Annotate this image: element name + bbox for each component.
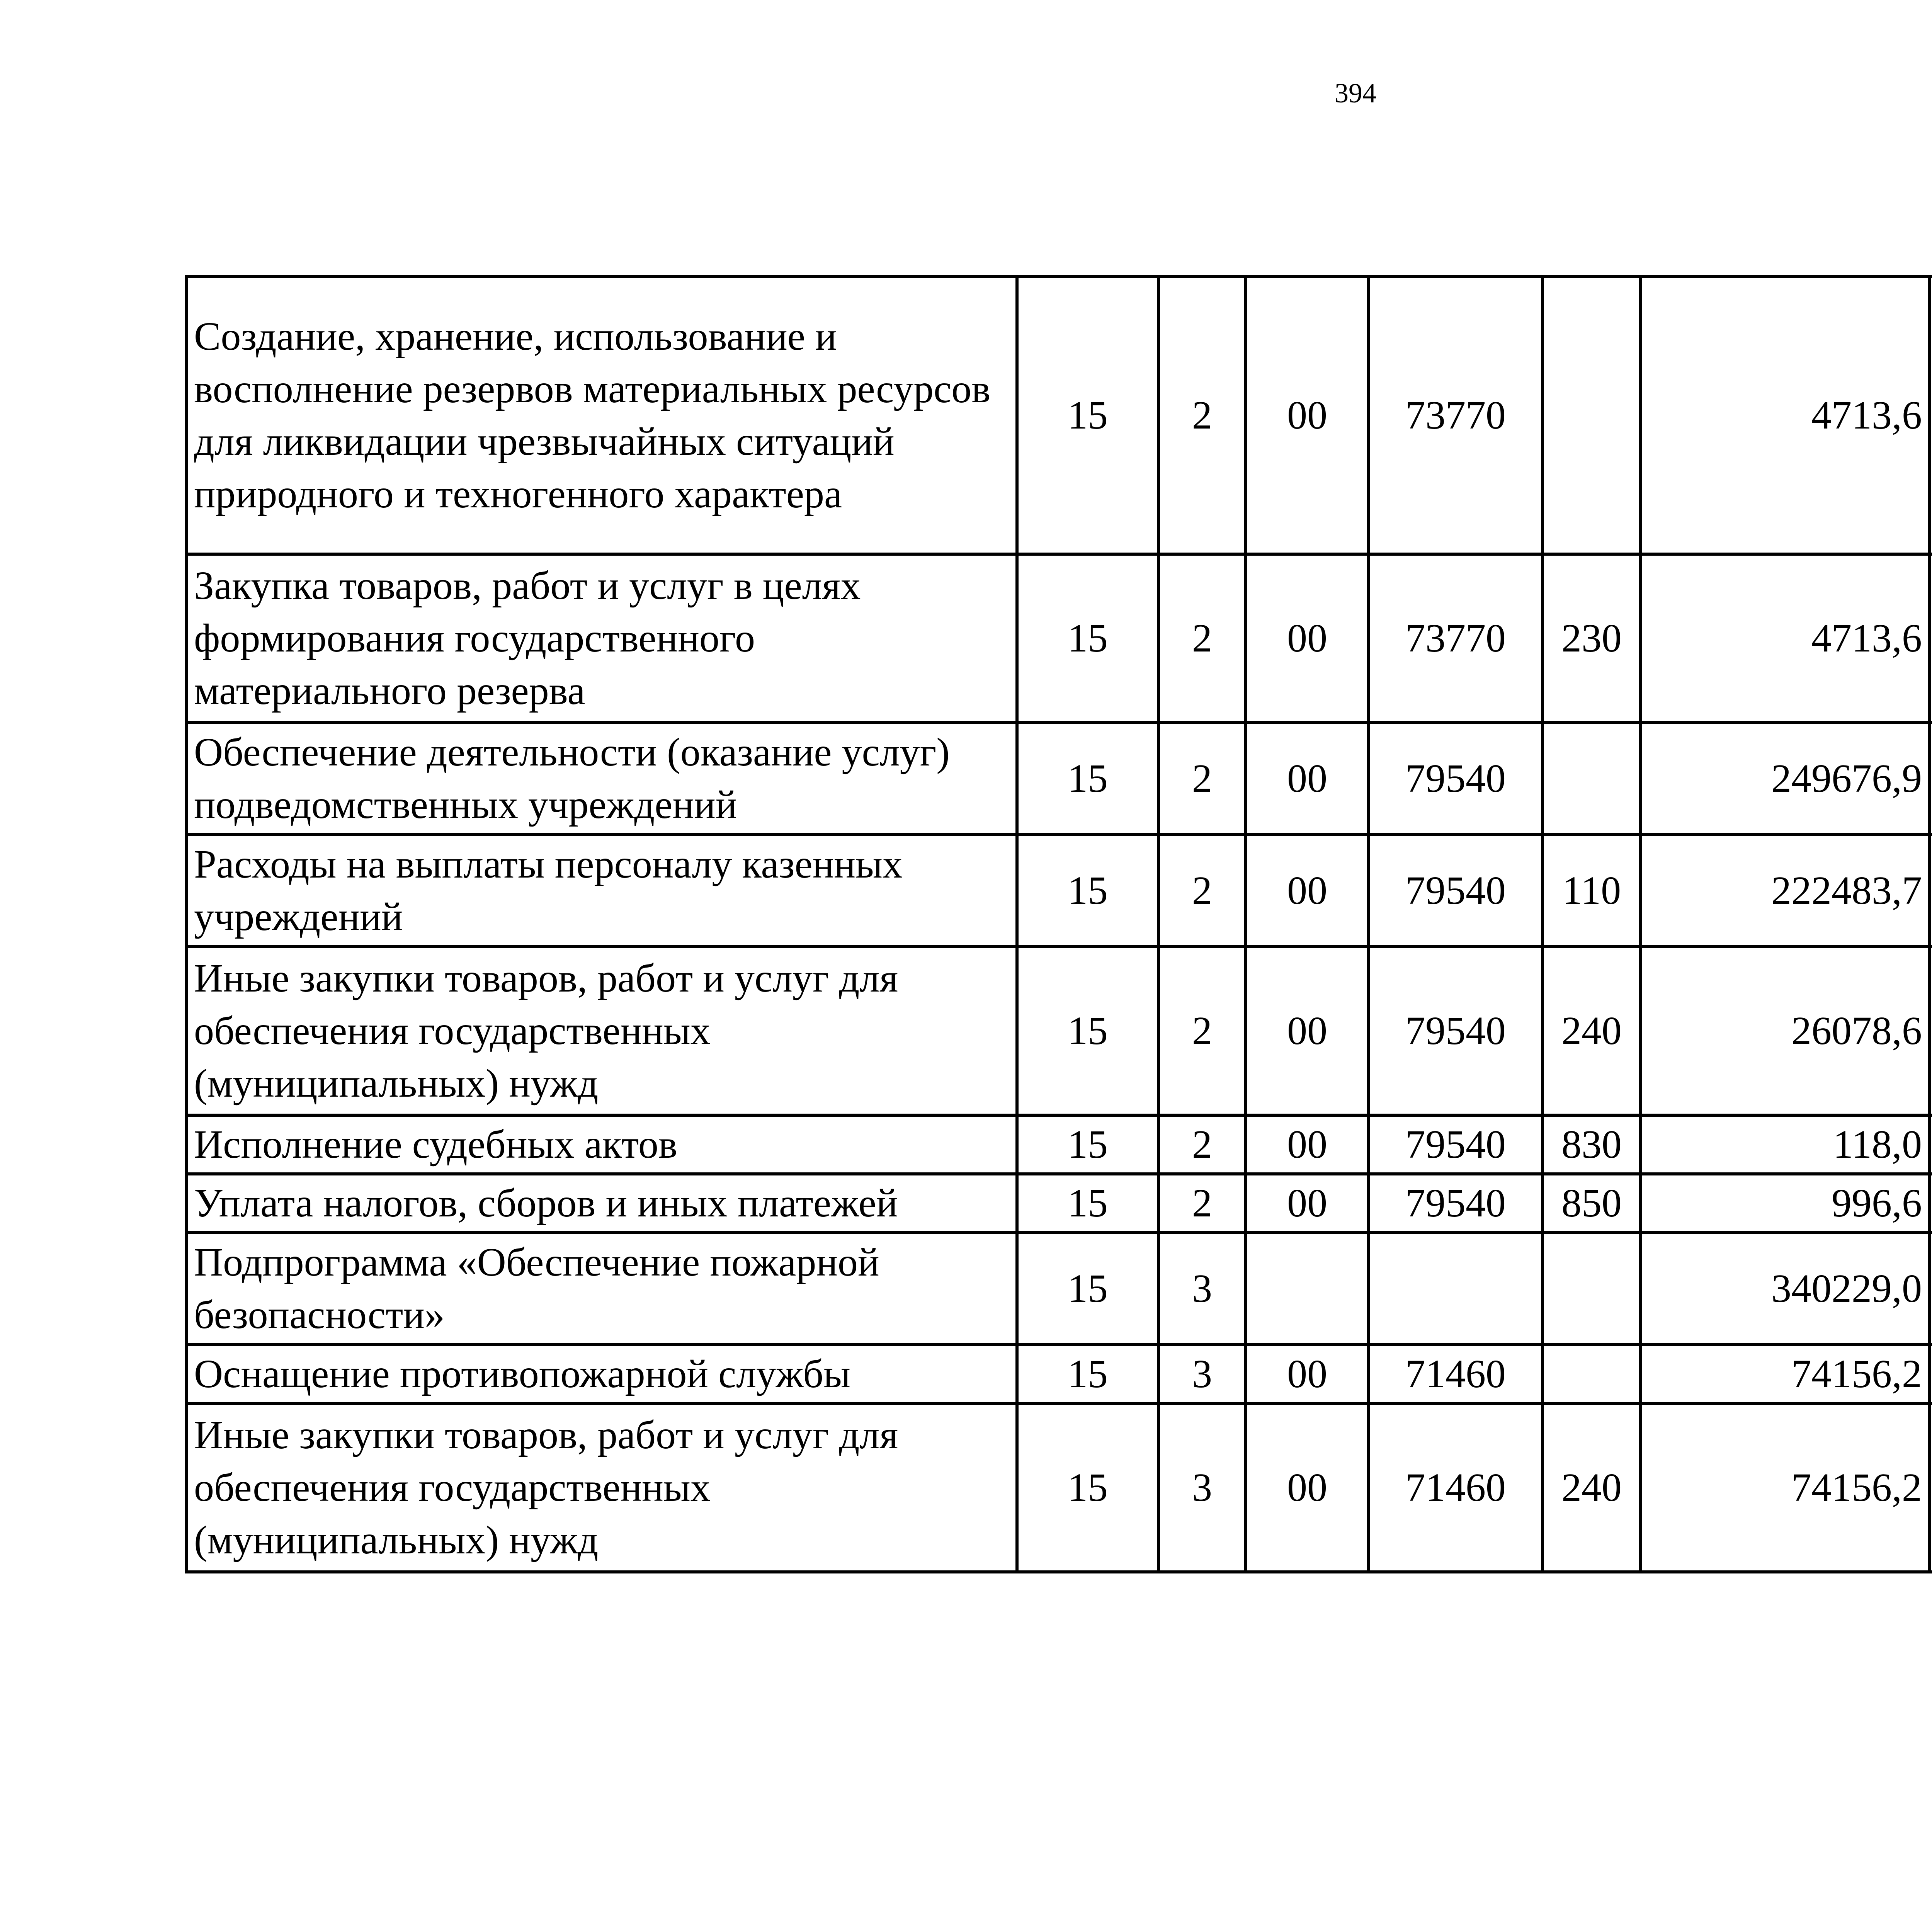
row-code-1: 15 (1017, 554, 1158, 723)
row-code-2: 3 (1158, 1233, 1246, 1345)
row-code-2: 2 (1158, 554, 1246, 723)
row-name: Уплата налогов, сборов и иных платежей (186, 1174, 1017, 1233)
row-code-1: 15 (1017, 1115, 1158, 1174)
row-code-4: 73770 (1369, 554, 1543, 723)
row-code-1: 15 (1017, 835, 1158, 947)
row-code-5 (1543, 1345, 1641, 1403)
row-code-3: 00 (1246, 1403, 1369, 1572)
row-code-4: 79540 (1369, 835, 1543, 947)
row-code-1: 15 (1017, 947, 1158, 1115)
row-code-2: 2 (1158, 835, 1246, 947)
row-code-3: 00 (1246, 1174, 1369, 1233)
table-row (186, 835, 1932, 947)
row-code-3: 00 (1246, 1115, 1369, 1174)
row-code-1: 15 (1017, 1403, 1158, 1572)
row-code-5: 110 (1543, 835, 1641, 947)
row-code-5 (1543, 723, 1641, 835)
row-code-5: 830 (1543, 1115, 1641, 1174)
row-name: Закупка товаров, работ и услуг в целях формирования государственного материального резерва (186, 554, 1017, 723)
row-code-5: 230 (1543, 554, 1641, 723)
row-code-4: 73770 (1369, 277, 1543, 554)
row-value-1: 249676,9 (1641, 723, 1930, 835)
table-row (186, 1174, 1932, 1233)
row-code-3: 00 (1246, 1345, 1369, 1403)
row-name: Иные закупки товаров, работ и услуг для обеспечения государственных (муниципальных) нужд (186, 947, 1017, 1115)
row-code-3 (1246, 1233, 1369, 1345)
row-code-4: 79540 (1369, 723, 1543, 835)
row-code-4 (1369, 1233, 1543, 1345)
row-value-2 (1930, 835, 1932, 947)
row-name: Исполнение судебных актов (186, 1115, 1017, 1174)
row-value-1: 996,6 (1641, 1174, 1930, 1233)
row-code-2: 2 (1158, 947, 1246, 1115)
table-row (186, 554, 1932, 723)
row-value-2 (1930, 277, 1932, 554)
row-code-2: 2 (1158, 1115, 1246, 1174)
row-code-5: 240 (1543, 1403, 1641, 1572)
row-value-1: 340229,0 (1641, 1233, 1930, 1345)
table-row (186, 1233, 1932, 1345)
row-name: Создание, хранение, использование и восполнение резервов материальных ресурсов для ликвидации чрезвычайных ситуаций природного и техногенного характера (186, 277, 1017, 554)
row-code-3: 00 (1246, 277, 1369, 554)
row-code-2: 2 (1158, 277, 1246, 554)
row-value-1: 4713,6 (1641, 277, 1930, 554)
row-value-2 (1930, 1233, 1932, 1345)
row-value-2 (1930, 1345, 1932, 1403)
table-row (186, 1345, 1932, 1403)
row-code-5: 240 (1543, 947, 1641, 1115)
row-value-2 (1930, 1115, 1932, 1174)
row-value-1: 118,0 (1641, 1115, 1930, 1174)
row-code-3: 00 (1246, 947, 1369, 1115)
row-value-2 (1930, 554, 1932, 723)
row-code-5 (1543, 277, 1641, 554)
table-row (186, 1403, 1932, 1572)
row-code-3: 00 (1246, 723, 1369, 835)
row-code-3: 00 (1246, 835, 1369, 947)
row-value-1: 222483,7 (1641, 835, 1930, 947)
table-row (186, 277, 1932, 554)
row-code-4: 79540 (1369, 1174, 1543, 1233)
row-value-2 (1930, 947, 1932, 1115)
table-row (186, 1115, 1932, 1174)
row-code-5 (1543, 1233, 1641, 1345)
row-value-1: 4713,6 (1641, 554, 1930, 723)
budget-table (185, 275, 1932, 1573)
row-code-2: 2 (1158, 723, 1246, 835)
row-value-1: 74156,2 (1641, 1345, 1930, 1403)
row-value-2 (1930, 1174, 1932, 1233)
row-value-1: 74156,2 (1641, 1403, 1930, 1572)
table-row (186, 723, 1932, 835)
row-code-1: 15 (1017, 1233, 1158, 1345)
row-code-4: 71460 (1369, 1403, 1543, 1572)
row-code-2: 2 (1158, 1174, 1246, 1233)
row-code-2: 3 (1158, 1345, 1246, 1403)
row-code-4: 71460 (1369, 1345, 1543, 1403)
row-code-4: 79540 (1369, 947, 1543, 1115)
row-name: Оснащение противопожарной службы (186, 1345, 1017, 1403)
row-value-2 (1930, 1403, 1932, 1572)
page-number: 394 (1335, 78, 1376, 109)
row-code-1: 15 (1017, 723, 1158, 835)
row-name: Подпрограмма «Обеспечение пожарной безопасности» (186, 1233, 1017, 1345)
table-row (186, 947, 1932, 1115)
row-code-3: 00 (1246, 554, 1369, 723)
row-value-2 (1930, 723, 1932, 835)
row-name: Иные закупки товаров, работ и услуг для обеспечения государственных (муниципальных) нужд (186, 1403, 1017, 1572)
row-code-1: 15 (1017, 1174, 1158, 1233)
row-name: Обеспечение деятельности (оказание услуг) подведомственных учреждений (186, 723, 1017, 835)
row-code-1: 15 (1017, 277, 1158, 554)
row-code-5: 850 (1543, 1174, 1641, 1233)
row-code-2: 3 (1158, 1403, 1246, 1572)
row-code-1: 15 (1017, 1345, 1158, 1403)
row-code-4: 79540 (1369, 1115, 1543, 1174)
row-value-1: 26078,6 (1641, 947, 1930, 1115)
row-name: Расходы на выплаты персоналу казенных учреждений (186, 835, 1017, 947)
